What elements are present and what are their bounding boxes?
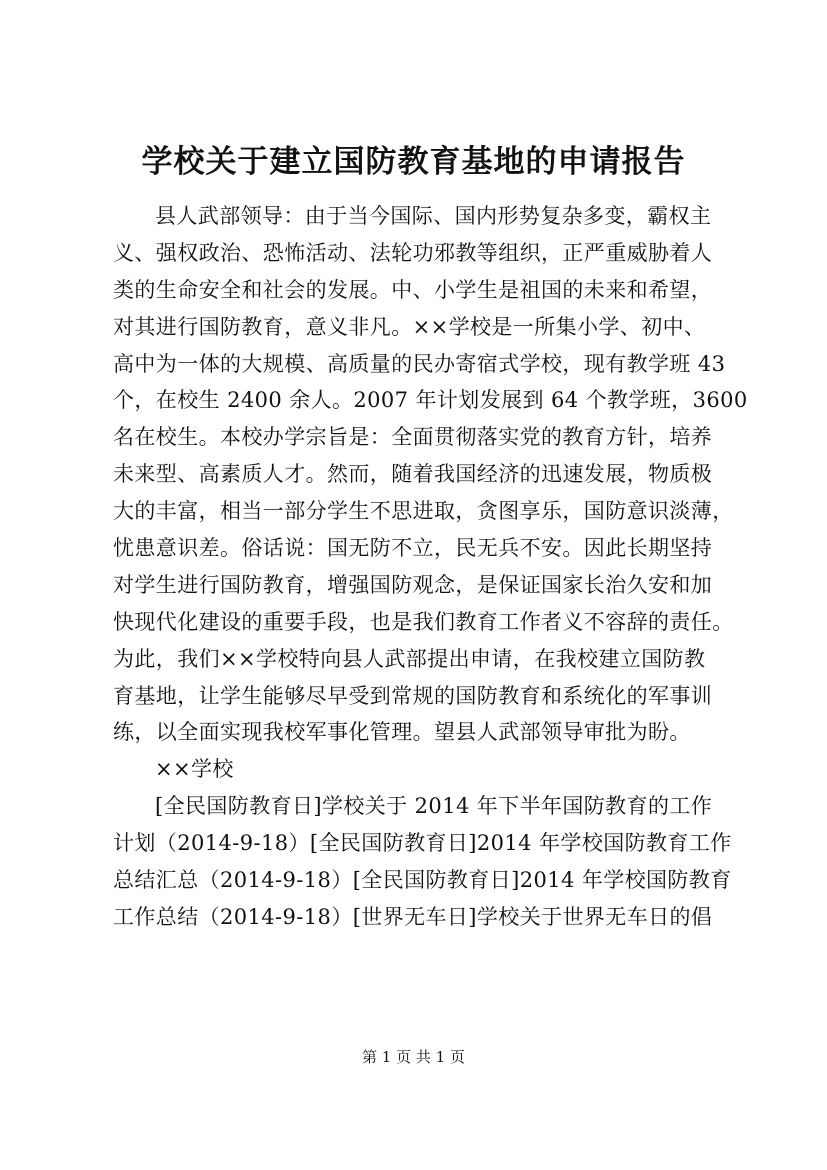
page-footer: 第 1 页 共 1 页 xyxy=(362,1048,465,1066)
related-links-line: 计划（2014-9-18）[全民国防教育日]2014 年学校国防教育工作 xyxy=(113,831,732,856)
related-links-line: 工作总结（2014-9-18）[世界无车日]学校关于世界无车日的倡 xyxy=(113,904,713,929)
body-line: 县人武部领导：由于当今国际、国内形势复杂多变，霸权主 xyxy=(155,204,712,228)
document-title: 学校关于建立国防教育基地的申请报告 xyxy=(141,144,686,180)
document-body xyxy=(113,198,753,936)
body-line: 育基地，让学生能够尽早受到常规的国防教育和系统化的军事训 xyxy=(113,683,713,708)
body-line: 高中为一体的大规模、高质量的民办寄宿式学校，现有教学班 43 xyxy=(113,351,726,376)
body-line: 义、强权政治、恐怖活动、法轮功邪教等组织，正严重威胁着人 xyxy=(113,240,713,265)
body-line: 个，在校生 2400 余人。2007 年计划发展到 64 个教学班，3600 xyxy=(113,388,748,413)
body-line: 忧患意识差。俗话说：国无防不立，民无兵不安。因此长期坚持 xyxy=(113,536,713,561)
body-line: 名在校生。本校办学宗旨是：全面贯彻落实党的教育方针，培养 xyxy=(113,425,713,450)
body-line: 为此，我们××学校特向县人武部提出申请，在我校建立国防教 xyxy=(113,646,706,671)
signature-line: ××学校 xyxy=(155,757,234,782)
related-links-line: 总结汇总（2014-9-18）[全民国防教育日]2014 年学校国防教育 xyxy=(113,868,732,893)
body-line: 对学生进行国防教育，增强国防观念，是保证国家长治久安和加 xyxy=(113,572,713,597)
body-line: 对其进行国防教育，意义非凡。××学校是一所集小学、初中、 xyxy=(113,314,706,339)
body-line: 类的生命安全和社会的发展。中、小学生是祖国的未来和希望， xyxy=(113,277,713,302)
body-line: 大的丰富，相当一部分学生不思进取，贪图享乐，国防意识淡薄， xyxy=(113,499,734,524)
body-line: 快现代化建设的重要手段，也是我们教育工作者义不容辞的责任。 xyxy=(113,609,734,634)
related-links-line: [全民国防教育日]学校关于 2014 年下半年国防教育的工作 xyxy=(155,794,713,819)
body-line: 未来型、高素质人才。然而，随着我国经济的迅速发展，物质极 xyxy=(113,462,713,487)
body-line: 练，以全面实现我校军事化管理。望县人武部领导审批为盼。 xyxy=(113,720,691,745)
